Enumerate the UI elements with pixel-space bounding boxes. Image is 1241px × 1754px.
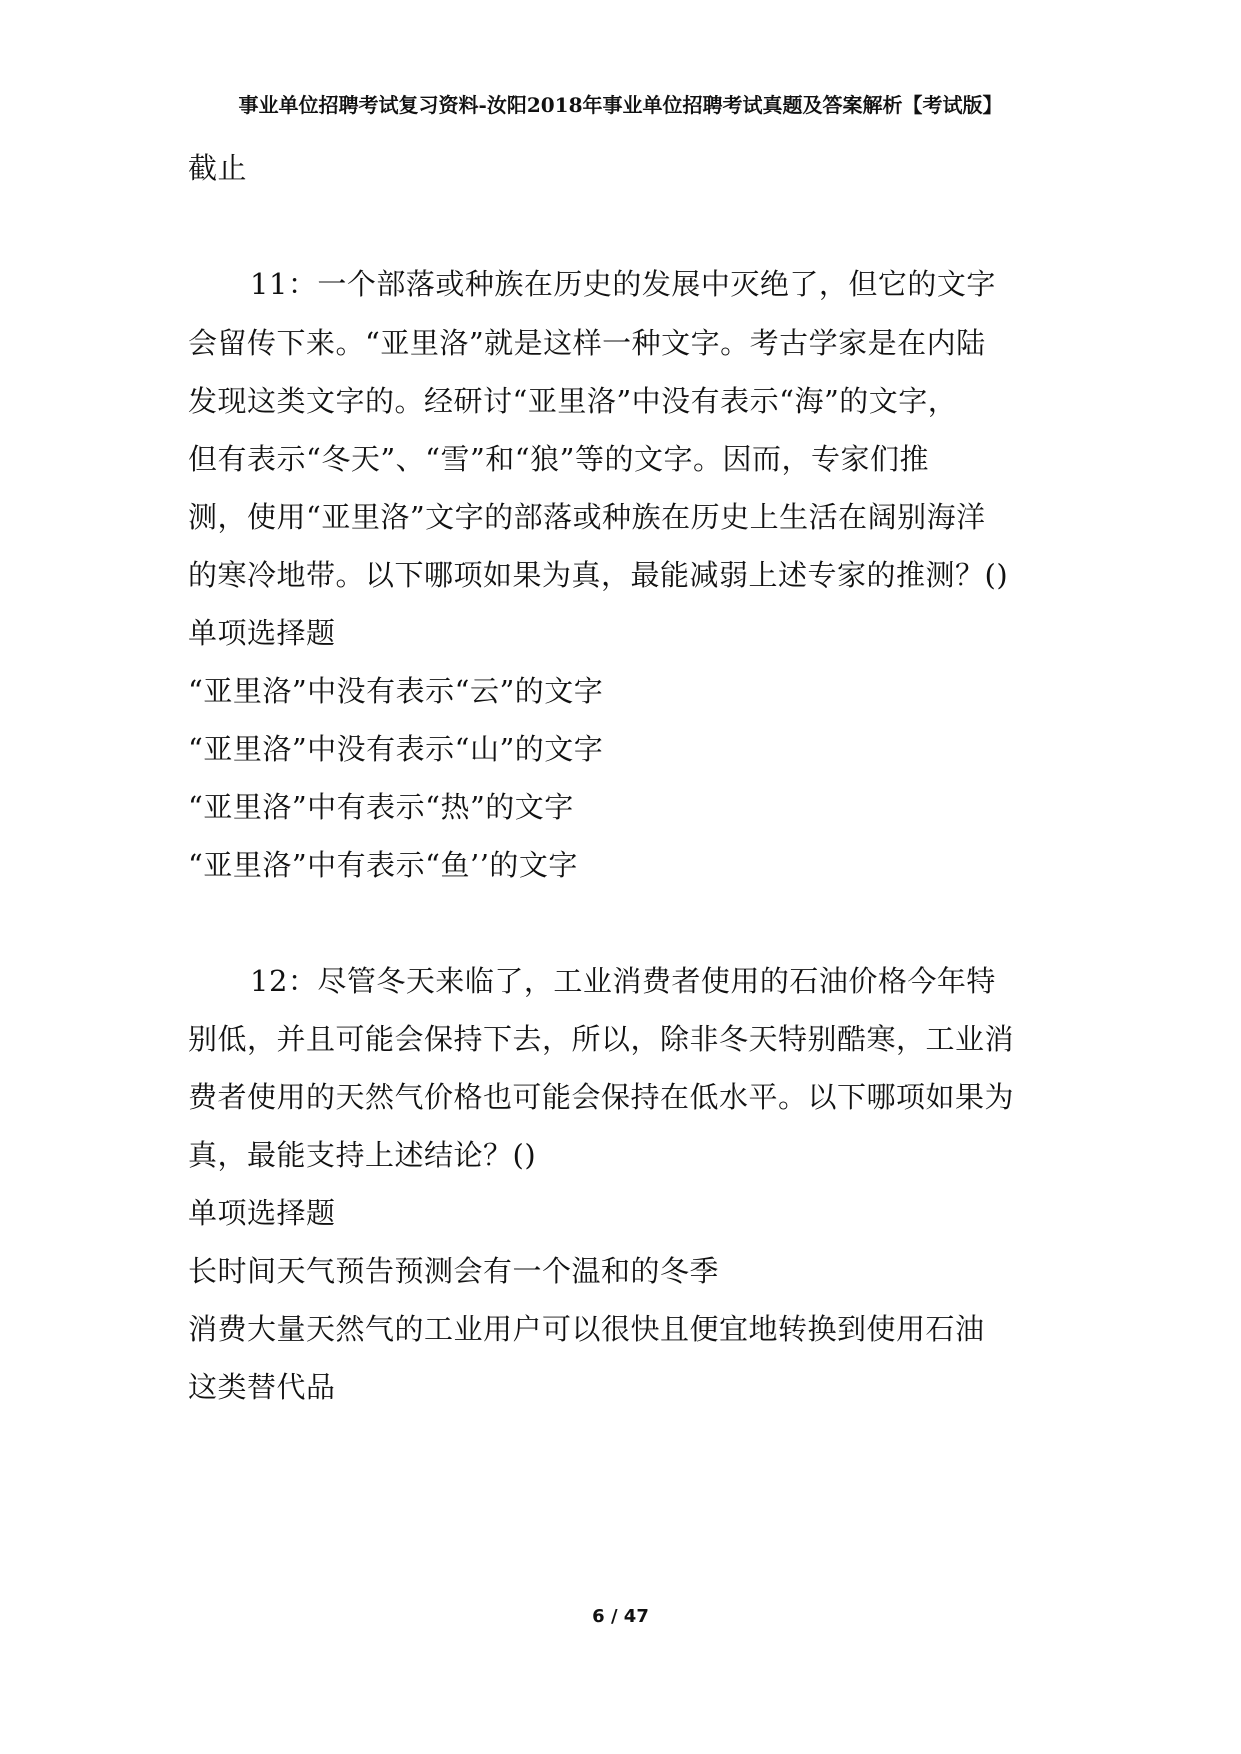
question-11-line: 11：一个部落或种族在历史的发展中灭绝了，但它的文字 bbox=[250, 267, 996, 301]
question-12-line: 费者使用的天然气价格也可能会保持在低水平。以下哪项如果为 bbox=[188, 1080, 1015, 1114]
question-11-line: 测，使用“亚里洛”文字的部落或种族在历史上生活在阔别海洋 bbox=[188, 500, 986, 534]
page-number: 6 / 47 bbox=[592, 1606, 649, 1627]
question-11-type: 单项选择题 bbox=[188, 616, 336, 650]
question-12-line: 真，最能支持上述结论？() bbox=[188, 1138, 537, 1172]
question-11-option: “亚里洛”中没有表示“山”的文字 bbox=[188, 732, 604, 766]
question-11-line: 会留传下来。“亚里洛”就是这样一种文字。考古学家是在内陆 bbox=[188, 326, 986, 360]
question-11-line: 发现这类文字的。经研讨“亚里洛”中没有表示“海”的文字， bbox=[188, 384, 958, 418]
question-11-line: 但有表示“冬天”、“雪”和“狼”等的文字。因而，专家们推 bbox=[188, 442, 929, 476]
question-11-line: 的寒冷地带。以下哪项如果为真，最能减弱上述专家的推测？() bbox=[188, 558, 1009, 592]
question-11-option: “亚里洛”中有表示“鱼’’的文字 bbox=[188, 848, 578, 882]
question-12-option: 消费大量天然气的工业用户可以很快且便宜地转换到使用石油 bbox=[188, 1312, 985, 1346]
question-11-option: “亚里洛”中有表示“热”的文字 bbox=[188, 790, 574, 824]
question-12-line: 12：尽管冬天来临了，工业消费者使用的石油价格今年特 bbox=[250, 964, 996, 998]
question-11-option: “亚里洛”中没有表示“云”的文字 bbox=[188, 674, 604, 708]
question-12-option: 这类替代品 bbox=[188, 1370, 336, 1404]
question-12-option: 长时间天气预告预测会有一个温和的冬季 bbox=[188, 1254, 720, 1288]
carryover-text: 截止 bbox=[188, 151, 248, 185]
question-12-type: 单项选择题 bbox=[188, 1196, 336, 1230]
question-12-line: 别低，并且可能会保持下去，所以，除非冬天特别酷寒，工业消 bbox=[188, 1022, 1015, 1056]
page-header: 事业单位招聘考试复习资料-汝阳2018年事业单位招聘考试真题及答案解析【考试版】 bbox=[238, 93, 1003, 117]
